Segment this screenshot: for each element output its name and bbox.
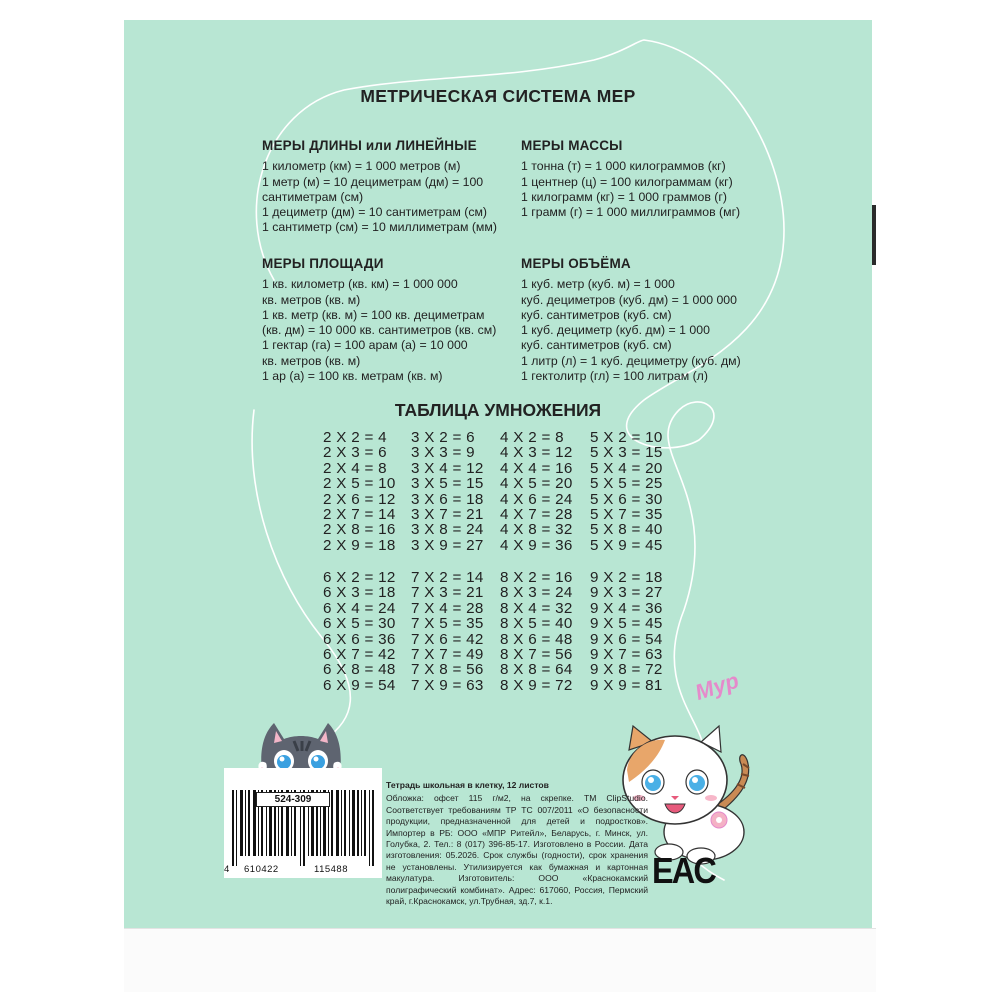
volume-line: куб. сантиметров (куб. см) [521, 338, 672, 353]
mass-line: 1 центнер (ц) = 100 килограммам (кг) [521, 174, 733, 189]
mult-row: 3 X 8 = 24 [411, 521, 484, 539]
bottom-strip [124, 928, 876, 992]
mult-row: 8 X 6 = 48 [500, 630, 573, 648]
product-info [386, 780, 648, 907]
mult-row: 5 X 9 = 45 [590, 536, 663, 554]
mur-label: Мур [691, 667, 742, 706]
mult-column [323, 570, 396, 693]
mult-row: 6 X 5 = 30 [323, 615, 396, 633]
multiplication-title: ТАБЛИЦА УМНОЖЕНИЯ [394, 400, 602, 420]
volume-line: 1 куб. дециметр (куб. дм) = 1 000 [521, 323, 710, 338]
mult-row: 7 X 9 = 63 [411, 676, 484, 694]
mult-row: 9 X 9 = 81 [590, 676, 663, 694]
area-heading: МЕРЫ ПЛОЩАДИ [262, 256, 384, 271]
mult-row: 6 X 8 = 48 [323, 661, 396, 679]
area-section [262, 256, 496, 384]
mult-row: 6 X 9 = 54 [323, 676, 396, 694]
volume-section [521, 256, 741, 384]
mult-row: 8 X 8 = 64 [500, 661, 573, 679]
volume-line: куб. сантиметров (куб. см) [521, 307, 672, 322]
mult-column [590, 570, 663, 693]
mult-column [411, 570, 484, 693]
mult-row: 3 X 3 = 9 [411, 444, 475, 462]
mult-row: 6 X 6 = 36 [323, 630, 396, 648]
volume-heading: МЕРЫ ОБЪЁМА [521, 256, 631, 271]
mult-column [500, 570, 573, 693]
mult-row: 2 X 2 = 4 [323, 429, 387, 446]
mult-row: 8 X 7 = 56 [500, 646, 573, 664]
mult-row: 4 X 7 = 28 [500, 506, 573, 524]
mult-row: 8 X 2 = 16 [500, 569, 573, 586]
mult-row: 9 X 8 = 72 [590, 661, 663, 679]
mult-column [590, 430, 663, 553]
mult-row: 4 X 3 = 12 [500, 444, 573, 462]
mult-row: 9 X 7 = 63 [590, 646, 663, 664]
mult-row: 7 X 6 = 42 [411, 630, 484, 648]
mult-column [323, 430, 396, 553]
mult-row: 5 X 6 = 30 [590, 490, 663, 508]
mult-row: 5 X 2 = 10 [590, 429, 663, 446]
mult-row: 3 X 6 = 18 [411, 490, 484, 508]
mult-row: 4 X 8 = 32 [500, 521, 573, 539]
mult-row: 3 X 9 = 27 [411, 536, 484, 554]
mult-row: 2 X 9 = 18 [323, 536, 396, 554]
mult-row: 2 X 3 = 6 [323, 444, 387, 462]
mult-row: 6 X 3 = 18 [323, 584, 396, 602]
mult-row: 9 X 5 = 45 [590, 615, 663, 633]
mult-row: 4 X 6 = 24 [500, 490, 573, 508]
area-line: 1 гектар (га) = 100 арам (а) = 10 000 [262, 338, 468, 353]
cover-edge [872, 205, 876, 265]
mult-row: 6 X 7 = 42 [323, 646, 396, 664]
mult-row: 9 X 3 = 27 [590, 584, 663, 602]
mass-heading: МЕРЫ МАССЫ [521, 138, 623, 153]
mult-row: 7 X 7 = 49 [411, 646, 484, 664]
barcode-right-digits: 115488 [314, 864, 348, 875]
volume-line: 1 литр (л) = 1 куб. дециметру (куб. дм) [521, 353, 741, 368]
mult-row: 9 X 6 = 54 [590, 630, 663, 648]
volume-line: 1 гектолитр (гл) = 100 литрам (л) [521, 369, 708, 384]
area-line: (кв. дм) = 10 000 кв. сантиметров (кв. см) [262, 323, 497, 338]
mult-row: 8 X 9 = 72 [500, 676, 573, 694]
mass-section [521, 138, 740, 220]
area-line: 1 кв. километр (кв. км) = 1 000 000 [262, 277, 458, 292]
mult-column [411, 430, 484, 553]
length-line: 1 метр (м) = 10 дециметрам (дм) = 100 [262, 174, 484, 189]
mult-row: 2 X 4 = 8 [323, 459, 387, 477]
area-line: 1 ар (а) = 100 кв. метрам (кв. м) [262, 369, 443, 384]
mult-row: 5 X 8 = 40 [590, 521, 663, 539]
mult-row: 3 X 5 = 15 [411, 475, 484, 493]
length-heading: МЕРЫ ДЛИНЫ или ЛИНЕЙНЫЕ [262, 138, 477, 153]
mult-row: 5 X 7 = 35 [590, 506, 663, 524]
mass-line: 1 грамм (г) = 1 000 миллиграммов (мг) [521, 205, 741, 220]
volume-line: 1 куб. метр (куб. м) = 1 000 [521, 277, 675, 292]
mult-row: 6 X 2 = 12 [323, 569, 396, 586]
length-line: сантиметрам (см) [262, 189, 364, 204]
mult-row: 5 X 3 = 15 [590, 444, 663, 462]
mult-row: 7 X 2 = 14 [411, 569, 484, 586]
mult-row: 2 X 6 = 12 [323, 490, 396, 508]
length-line: 1 сантиметр (см) = 10 миллиметрам (мм) [262, 220, 497, 235]
mult-row: 3 X 4 = 12 [411, 459, 484, 477]
product-description: Обложка: офсет 115 г/м2, на скрепке. ТМ ClipStudio. Соответствует требованиям ТР ТС 007/2011 «О безопасности продукции, предназначенной для детей и подростков». Импортер в РБ: ООО «МПР Ритейл», Беларусь, г. Минск, ул. Голубка, 2. Тел.: 8 (017) 396-85-17. Изготовлено в России. Дата изготовления: 05.2026. Срок службы (годности), срок хранения не установлены. Утилизируется как бумажная и картонная макулатура. Изготовитель: ООО «Краснокамский полиграфический комбинат». Адрес: 617060, Россия, Пермский край, г.Краснокамск, ул.Трубная, зд.7, к.1. [386, 793, 648, 907]
volume-line: куб. дециметров (куб. дм) = 1 000 000 [521, 292, 737, 307]
area-line: 1 кв. метр (кв. м) = 100 кв. дециметрам [262, 307, 485, 322]
length-section [262, 138, 497, 236]
mult-row: 3 X 2 = 6 [411, 429, 475, 446]
product-code: 524-309 [256, 792, 330, 807]
metric-title: МЕТРИЧЕСКАЯ СИСТЕМА МЕР [360, 86, 636, 106]
product-title: Тетрадь школьная в клетку, 12 листов [386, 780, 549, 790]
mult-row: 4 X 9 = 36 [500, 536, 573, 554]
mult-column [500, 430, 573, 553]
mass-line: 1 килограмм (кг) = 1 000 граммов (г) [521, 189, 727, 204]
mult-row: 9 X 2 = 18 [590, 569, 663, 586]
mult-row: 8 X 3 = 24 [500, 584, 573, 602]
mult-row: 6 X 4 = 24 [323, 599, 396, 617]
mult-row: 4 X 2 = 8 [500, 429, 564, 446]
mass-line: 1 тонна (т) = 1 000 килограммов (кг) [521, 159, 726, 174]
mult-row: 2 X 7 = 14 [323, 506, 396, 524]
mult-row: 2 X 5 = 10 [323, 475, 396, 493]
length-line: 1 дециметр (дм) = 10 сантиметрам (см) [262, 205, 488, 220]
mult-row: 8 X 4 = 32 [500, 599, 573, 617]
mult-row: 5 X 5 = 25 [590, 475, 663, 493]
area-line: кв. метров (кв. м) [262, 292, 361, 307]
area-line: кв. метров (кв. м) [262, 353, 361, 368]
mult-row: 3 X 7 = 21 [411, 506, 484, 524]
length-line: 1 километр (км) = 1 000 метров (м) [262, 159, 461, 174]
barcode-first-digit: 4 [224, 864, 230, 875]
mult-row: 9 X 4 = 36 [590, 599, 663, 617]
mult-row: 7 X 5 = 35 [411, 615, 484, 633]
mult-row: 7 X 8 = 56 [411, 661, 484, 679]
mult-row: 4 X 4 = 16 [500, 459, 573, 477]
mult-row: 2 X 8 = 16 [323, 521, 396, 539]
mult-row: 7 X 3 = 21 [411, 584, 484, 602]
mult-row: 5 X 4 = 20 [590, 459, 663, 477]
mult-row: 8 X 5 = 40 [500, 615, 573, 633]
barcode-left-digits: 610422 [244, 864, 279, 875]
mult-row: 4 X 5 = 20 [500, 475, 573, 493]
mult-row: 7 X 4 = 28 [411, 599, 484, 617]
eac-mark: EAC [652, 850, 716, 891]
